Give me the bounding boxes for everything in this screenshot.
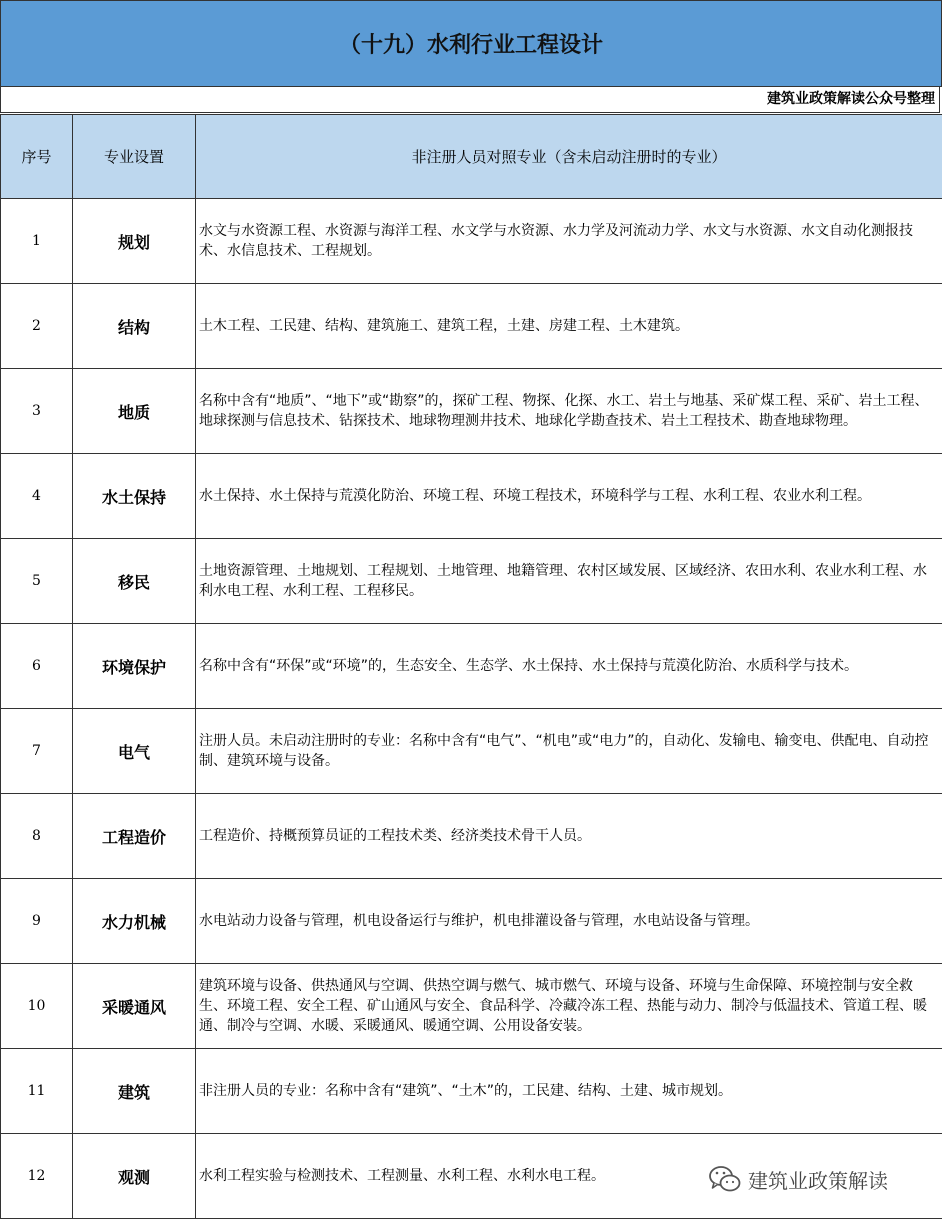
row-number: 5 bbox=[1, 539, 73, 624]
watermark bbox=[708, 1163, 888, 1195]
row-major: 环境保护 bbox=[73, 624, 196, 709]
table-row bbox=[1, 199, 942, 284]
row-major: 规划 bbox=[73, 199, 196, 284]
page-title-text: （十九）水利行业工程设计 bbox=[338, 33, 603, 58]
table-body bbox=[1, 199, 942, 1219]
row-equivalent-majors: 建筑环境与设备、供热通风与空调、供热空调与燃气、城市燃气、环境与设备、环境与生命保障、环境控制与安全救生、环境工程、安全工程、矿山通风与安全、食品科学、冷藏冷冻工程、热能与动力、制冷与低温技术、管道工程、暖通、制冷与空调、水暖、采暖通风、暖通空调、公用设备安装。 bbox=[196, 964, 942, 1049]
source-note bbox=[0, 86, 940, 113]
row-major: 采暖通风 bbox=[73, 964, 196, 1049]
table-row bbox=[1, 284, 942, 369]
row-equivalent-majors: 水文与水资源工程、水资源与海洋工程、水文学与水资源、水力学及河流动力学、水文与水资源、水文自动化测报技术、水信息技术、工程规划。 bbox=[196, 199, 942, 284]
wechat-icon bbox=[708, 1164, 742, 1194]
row-equivalent-majors: 非注册人员的专业：名称中含有“建筑”、“土木”的，工民建、结构、土建、城市规划。 bbox=[196, 1049, 942, 1134]
header-number: 序号 bbox=[1, 115, 73, 199]
row-equivalent-majors: 工程造价、持概预算员证的工程技术类、经济类技术骨干人员。 bbox=[196, 794, 942, 879]
table-row bbox=[1, 879, 942, 964]
row-number: 6 bbox=[1, 624, 73, 709]
table-row bbox=[1, 454, 942, 539]
row-number: 3 bbox=[1, 369, 73, 454]
row-equivalent-majors: 水利工程实验与检测技术、工程测量、水利工程、水利水电工程。 bbox=[196, 1134, 942, 1219]
row-major: 水力机械 bbox=[73, 879, 196, 964]
row-number: 9 bbox=[1, 879, 73, 964]
source-note-text: 建筑业政策解读公众号整理 bbox=[767, 91, 935, 107]
row-equivalent-majors: 注册人员。未启动注册时的专业：名称中含有“电气”、“机电”或“电力”的，自动化、发输电、输变电、供配电、自动控制、建筑环境与设备。 bbox=[196, 709, 942, 794]
major-comparison-table bbox=[0, 114, 942, 1219]
watermark-text: 建筑业政策解读 bbox=[748, 1168, 888, 1193]
table-row bbox=[1, 709, 942, 794]
row-major: 地质 bbox=[73, 369, 196, 454]
row-major: 建筑 bbox=[73, 1049, 196, 1134]
table-row bbox=[1, 369, 942, 454]
row-equivalent-majors: 名称中含有“环保”或“环境”的，生态安全、生态学、水土保持、水土保持与荒漠化防治、水质科学与技术。 bbox=[196, 624, 942, 709]
row-number: 12 bbox=[1, 1134, 73, 1219]
row-number: 7 bbox=[1, 709, 73, 794]
row-major: 移民 bbox=[73, 539, 196, 624]
row-number: 10 bbox=[1, 964, 73, 1049]
table-row bbox=[1, 794, 942, 879]
row-equivalent-majors: 水土保持、水土保持与荒漠化防治、环境工程、环境工程技术，环境科学与工程、水利工程、农业水利工程。 bbox=[196, 454, 942, 539]
row-number: 1 bbox=[1, 199, 73, 284]
page-title bbox=[0, 0, 942, 87]
row-number: 2 bbox=[1, 284, 73, 369]
row-number: 8 bbox=[1, 794, 73, 879]
table-row bbox=[1, 1049, 942, 1134]
table-header-row bbox=[1, 115, 942, 199]
row-major: 结构 bbox=[73, 284, 196, 369]
row-number: 11 bbox=[1, 1049, 73, 1134]
row-major: 工程造价 bbox=[73, 794, 196, 879]
table-row bbox=[1, 964, 942, 1049]
row-major: 水土保持 bbox=[73, 454, 196, 539]
table-row bbox=[1, 624, 942, 709]
header-equivalent-majors: 非注册人员对照专业（含未启动注册时的专业） bbox=[196, 115, 942, 199]
row-equivalent-majors: 土木工程、工民建、结构、建筑施工、建筑工程，土建、房建工程、土木建筑。 bbox=[196, 284, 942, 369]
row-number: 4 bbox=[1, 454, 73, 539]
row-major: 观测 bbox=[73, 1134, 196, 1219]
row-equivalent-majors: 土地资源管理、土地规划、工程规划、土地管理、地籍管理、农村区域发展、区域经济、农田水利、农业水利工程、水利水电工程、水利工程、工程移民。 bbox=[196, 539, 942, 624]
row-equivalent-majors: 名称中含有“地质”、“地下”或“勘察”的，探矿工程、物探、化探、水工、岩土与地基、采矿煤工程、采矿、岩土工程、地球探测与信息技术、钻探技术、地球物理测井技术、地球化学勘查技术、岩土工程技术、勘查地球物理。 bbox=[196, 369, 942, 454]
table-row bbox=[1, 539, 942, 624]
row-major: 电气 bbox=[73, 709, 196, 794]
header-major: 专业设置 bbox=[73, 115, 196, 199]
row-equivalent-majors: 水电站动力设备与管理，机电设备运行与维护，机电排灌设备与管理，水电站设备与管理。 bbox=[196, 879, 942, 964]
